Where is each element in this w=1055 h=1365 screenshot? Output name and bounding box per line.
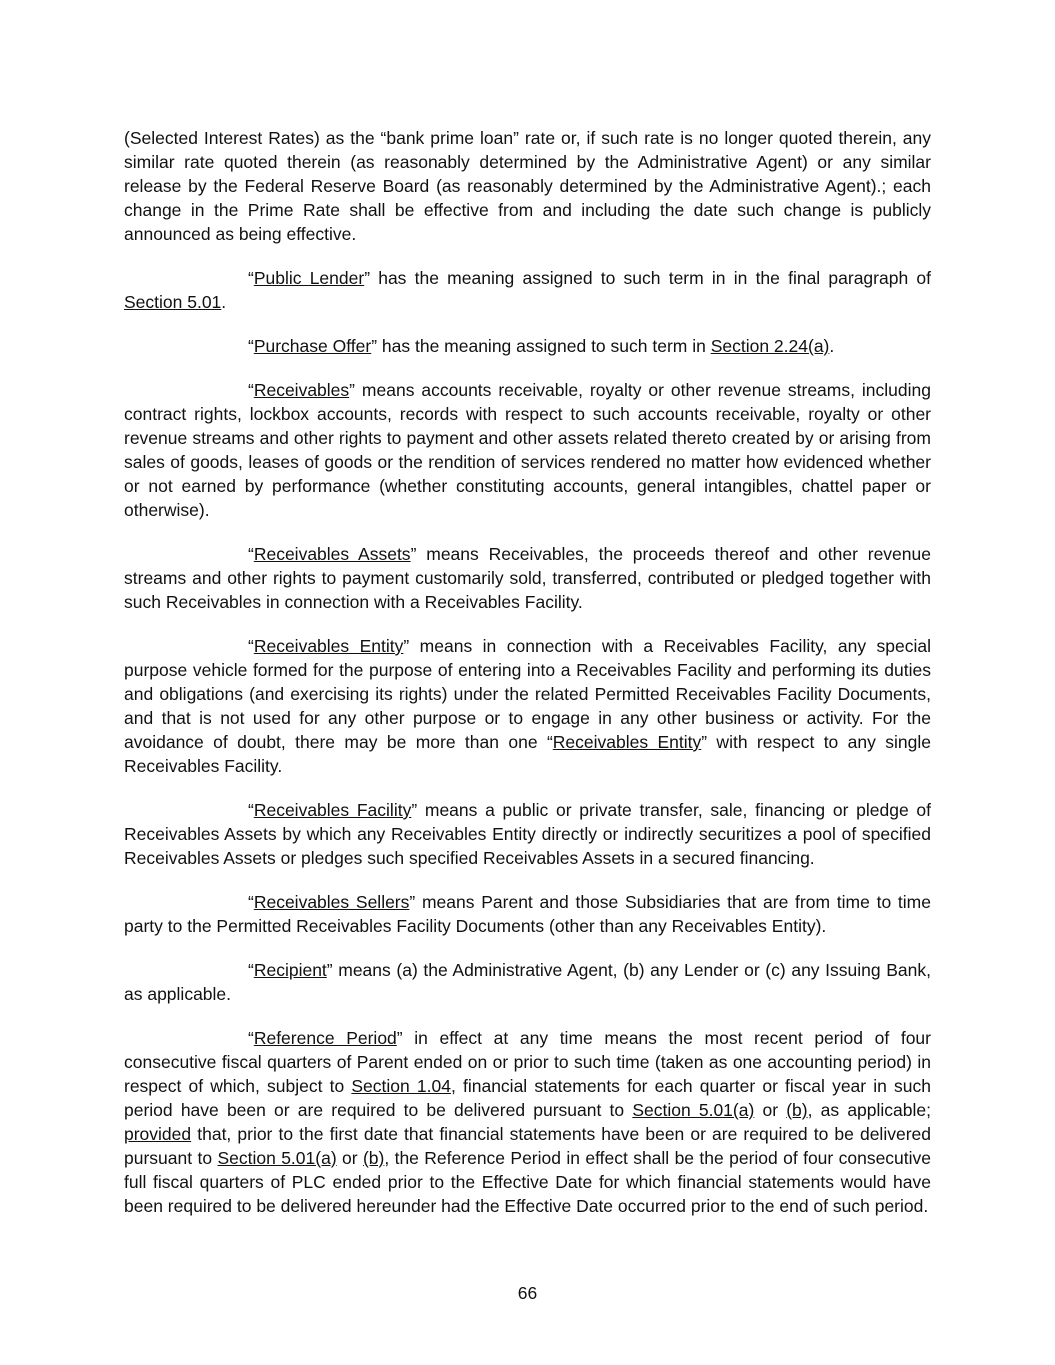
open-quote: “ (248, 380, 254, 400)
close-quote: ” (403, 636, 410, 656)
section-reference: Section 5.01(a) (217, 1148, 337, 1168)
definition-recipient (124, 958, 931, 1006)
definition-text: means accounts receivable, royalty or other revenue streams, including contract rights, lockbox accounts, records with respect to such accounts receivable, royalty or other revenue streams and other rights to payment and other assets related thereto created by or arising from sales of goods, leases of goods or the rendition of services rendered no matter how evidenced whether or not earned by performance (whether constituting accounts, general intangibles, chattel paper or otherwise). (124, 380, 931, 520)
section-reference: (b) (362, 1148, 385, 1168)
section-reference: Section 1.04 (351, 1076, 451, 1096)
defined-term: Receivables Assets (253, 544, 411, 564)
definition-receivables-sellers (124, 890, 931, 938)
close-quote: ” (411, 800, 418, 820)
definition-public-lender (124, 266, 931, 314)
definition-text: means Parent and those Subsidiaries that are from time to time party to the Permitted Receivables Facility Documents (other than any Receivables Entity). (124, 892, 931, 936)
proviso-keyword: provided (124, 1124, 192, 1144)
definition-text: that, prior to the first date that financial statements have been or are required to be delivered pursuant to (124, 1124, 931, 1168)
definition-text: . (829, 336, 835, 356)
defined-term: Reference Period (253, 1028, 397, 1048)
close-quote: ” (409, 892, 416, 912)
close-quote: ” (326, 960, 333, 980)
definition-purchase-offer (124, 334, 931, 358)
definition-text: or (336, 1148, 363, 1168)
continuation-text: (Selected Interest Rates) as the “bank prime loan” rate or, if such rate is no longer quoted therein, any similar rate quoted therein (as reasonably determined by the Administrative Agent) or any similar release by the Federal Reserve Board (as reasonably determined by the Administrative Agent).; each change in the Prime Rate shall be effective from and including the date such change is publicly announced as being effective. (124, 128, 931, 244)
defined-term: Receivables Entity (253, 636, 404, 656)
definition-text: with respect to any single Receivables Facility. (124, 732, 931, 776)
section-reference: (b) (786, 1100, 808, 1120)
open-quote: “ (248, 336, 254, 356)
close-quote: ” (701, 732, 708, 752)
open-quote: “ (248, 960, 254, 980)
page-content (124, 126, 931, 1238)
definition-reference-period (124, 1026, 931, 1218)
defined-term: Receivables (253, 380, 350, 400)
definition-receivables-entity (124, 634, 931, 778)
open-quote: “ (248, 800, 254, 820)
definition-receivables (124, 378, 931, 522)
open-quote: “ (248, 268, 254, 288)
definition-text: means (a) the Administrative Agent, (b) any Lender or (c) any Issuing Bank, as applicable. (124, 960, 931, 1004)
definition-text: , as applicable; (807, 1100, 931, 1120)
page-number: 66 (517, 1283, 538, 1303)
defined-term: Purchase Offer (253, 336, 372, 356)
defined-term: Receivables Sellers (253, 892, 410, 912)
close-quote: ” (364, 268, 371, 288)
defined-term: Public Lender (253, 268, 365, 288)
definition-text: , financial statements for each quarter or fiscal year in such period have been or are required to be delivered pursuant to (124, 1076, 931, 1120)
close-quote: ” (396, 1028, 403, 1048)
definition-text: has the meaning assigned to such term in in the final paragraph of (370, 268, 931, 288)
open-quote: “ (248, 1028, 254, 1048)
defined-term: Recipient (253, 960, 327, 980)
open-quote: “ (546, 732, 553, 752)
definition-text: means Receivables, the proceeds thereof and other revenue streams and other rights to payment customarily sold, transferred, contributed or pledged together with such Receivables in connection with a Receivables Facility. (124, 544, 931, 612)
close-quote: ” (349, 380, 355, 400)
continuation-paragraph (124, 126, 931, 246)
close-quote: ” (410, 544, 417, 564)
open-quote: “ (248, 892, 254, 912)
definition-text: means a public or private transfer, sale, financing or pledge of Receivables Assets by which any Receivables Entity directly or indirectly securitizes a pool of specified Receivables Assets or pledges such specified Receivables Assets in a secured financing. (124, 800, 932, 868)
definition-receivables-facility (124, 798, 931, 870)
definition-text: in effect at any time means the most recent period of four consecutive fiscal quarters of Parent ended on or prior to such time (taken as one accounting period) in respect of which, subject to (124, 1028, 931, 1096)
definition-text: . (221, 292, 227, 312)
section-reference: Section 5.01(a) (632, 1100, 755, 1120)
definition-text: means in connection with a Receivables Facility, any special purpose vehicle formed for the purpose of entering into a Receivables Facility and performing its duties and obligations (and exercising its rights) under the related Permitted Receivables Facility Documents, and that is not used for any other purpose or to engage in any other business or activity. For the avoidance of doubt, there may be more than one (124, 636, 931, 752)
definition-text: , the Reference Period in effect shall be the period of four consecutive full fiscal quarters of PLC ended prior to the Effective Date for which financial statements would have been required to be delivered hereunder had the Effective Date occurred prior to the end of such period. (124, 1148, 932, 1216)
open-quote: “ (248, 636, 254, 656)
definition-receivables-assets (124, 542, 931, 614)
definition-text: or (754, 1100, 787, 1120)
section-reference: Section 5.01 (124, 292, 222, 312)
open-quote: “ (248, 544, 254, 564)
section-reference: Section 2.24(a) (710, 336, 830, 356)
term-reference: Receivables Entity (552, 732, 702, 752)
defined-term: Receivables Facility (253, 800, 412, 820)
close-quote: ” (371, 336, 378, 356)
definition-text: has the meaning assigned to such term in (377, 336, 711, 356)
